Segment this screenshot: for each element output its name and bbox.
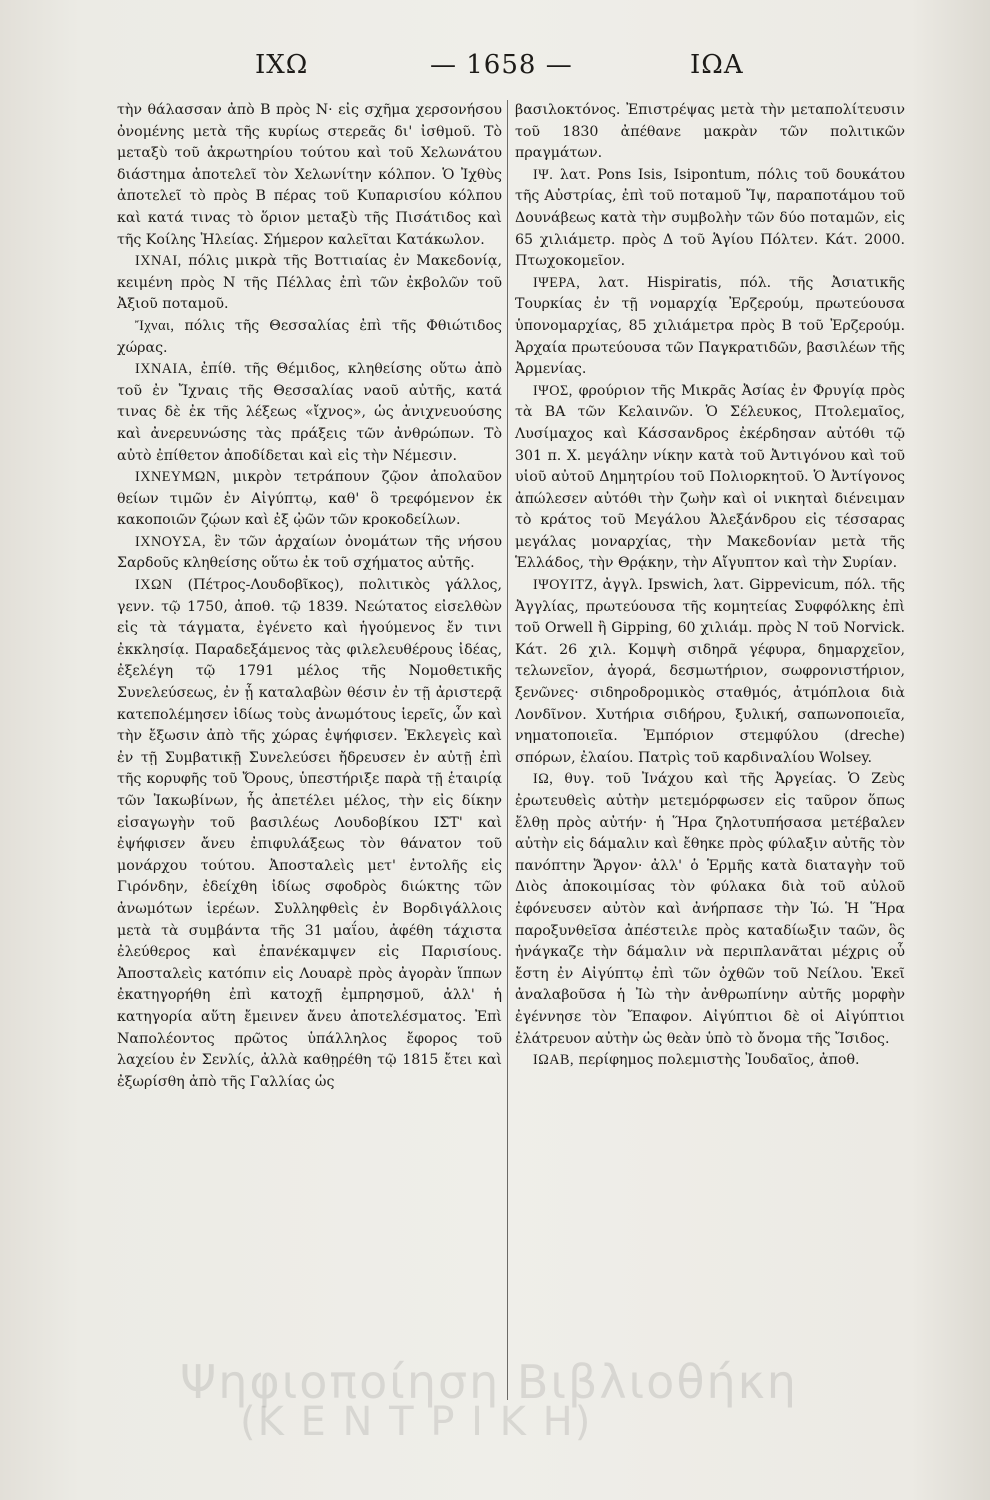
entry-headword: ΙΧΝΑΙ, xyxy=(135,253,182,270)
header-left-guide-word: ΙΧΩ xyxy=(255,50,309,80)
entry-headword: ΙΨΟΥΙΤΖ, xyxy=(533,577,598,594)
dictionary-entry xyxy=(515,1050,905,1072)
dictionary-entry xyxy=(515,769,905,1050)
right-column xyxy=(515,100,905,1072)
entry-headword: ΙΧΝΑΙΑ, xyxy=(135,361,193,378)
column-divider xyxy=(507,100,508,1400)
page-header xyxy=(115,50,895,90)
entry-text: ἐπίθ. τῆς Θέμιδος, κληθείσης οὕτω ἀπὸ τοῦ ἐν Ἴχναις τῆς Θεσσαλίας ναοῦ αὐτῆς, κατά τινας δὲ ἐκ τῆς λέξεως «ἴχνος», ὡς ἀνιχνευούσης καὶ ἀνερευνώσης τὰς πράξεις τῶν ἀνθρώπων. Τὸ αὐτὸ ἐπίθετον ἀποδίδεται καὶ εἰς τὴν Νέμεσιν. xyxy=(117,361,502,464)
entry-text: ἀγγλ. Ipswich, λατ. Gippevicum, πόλ. τῆς Ἀγγλίας, πρωτεύουσα τῆς κομητείας Συφφόλκης ἐπὶ τοῦ Orwell ἢ Gipping, 60 χιλιάμ. πρὸς Ν τοῦ Norvick. Κάτ. 26 χιλ. Κομψὴ σιδηρᾶ γέφυρα, δημαρχεῖον, τελωνεῖον, ἀγορά, δεσμωτήριον, σωφρονιστήριον, ξενῶνες· σιδηροδρομικὸς σταθμός, ἀτμόπλοια διὰ Λονδῖνον. Χυτήρια σιδήρου, ξυλική, σαπωνοποιεῖα, νηματοποιεῖα. Ἐμπόριον στεμφύλου (dreche) σπόρων, ἐλαίου. Πατρὶς τοῦ καρδιναλίου Wolsey. xyxy=(515,577,905,766)
entry-text: τὴν θάλασσαν ἀπὸ Β πρὸς Ν· εἰς σχῆμα χερσονήσου ὀνομένης μετὰ τῆς κυρίως στερεᾶς δι' ἰσθμοῦ. Τὸ μεταξὺ τοῦ ἀκρωτηρίου τούτου καὶ τοῦ Χελωνάτου διάστημα ἀποτελεῖ τὸν Χελωνίτην κόλπον. Ὁ Ἰχθὺς ἀποτελεῖ τὸ πρὸς Β πέρας τοῦ Κυπαρισίου κόλπου καὶ κατά τινας τὸ ὅριον μεταξὺ τῆς Πισάτιδος καὶ τῆς Κοίλης Ἠλείας. Σήμερον καλεῖται Κατάκωλον. xyxy=(117,102,502,248)
watermark-line-2: (Κ Ε Ν Τ Ρ Ι Κ Η) xyxy=(240,1399,593,1445)
dictionary-entry xyxy=(117,575,502,1093)
entry-text: λατ. Hispiratis, πόλ. τῆς Ἀσιατικῆς Τουρκίας ἐν τῇ νομαρχίᾳ Ἐρζερούμ, πρωτεύουσα ὑπονομαρχίας, 85 χιλιάμετρα πρὸς Β τοῦ Ἐρζερούμ. Ἀρχαία πρωτεύουσα τῶν Παγκρατιδῶν, βασιλέων τῆς Ἀρμενίας. xyxy=(515,274,905,378)
dictionary-entry xyxy=(515,165,905,273)
dictionary-entry xyxy=(117,359,502,467)
entry-headword: ΙΨ. xyxy=(533,166,554,183)
dictionary-entry xyxy=(515,100,905,165)
entry-text: (Πέτρος-Λουδοβῖκος), πολιτικὸς γάλλος, γενν. τῷ 1750, ἀποθ. τῷ 1839. Νεώτατος εἰσελθὼν εἰς τὰ τάγματα, ἐγένετο καὶ ἡγούμενος ἔν τινι ἐκκλησίᾳ. Παραδεξάμενος τὰς φιλελευθέρους ἰδέας, ἐξελέγη τῷ 1791 μέλος τῆς Νομοθετικῆς Συνελεύσεως, ἐν ᾗ καταλαβὼν θέσιν ἐν τῇ ἀριστερᾷ κατεπολέμησεν ἰδίως τοὺς ἀνωμότους ἱερεῖς, ὧν καὶ τὴν ἔξωσιν ἀπὸ τῆς χώρας ἐψήφισεν. Ἐκλεγεὶς καὶ ἐν τῇ Συμβατικῇ Συνελεύσει ἤδρευσεν ἐν αὐτῇ ἐπὶ τῆς κορυφῆς τοῦ Ὄρους, ὑπεστήριξε παρὰ τῇ ἑταιρίᾳ τῶν Ἰακωβίνων, ἧς ἀπετέλει μέλος, τὴν εἰς δίκην εἰσαγωγὴν τοῦ βασιλέως Λουδοβίκου ΙΣΤ' καὶ ἐψήφισεν ἄνευ ἐπιφυλάξεως τὸν θάνατον τοῦ μονάρχου τούτου. Ἀποσταλεὶς μετ' ἐντολῆς εἰς Γιρόνδην, ἐδείχθη ἰδίως σφοδρὸς διώκτης τῶν ἀνωμότων ἱερέων. Συλληφθεὶς ἐν Βορδιγάλλοις μετὰ τὰ συμβάντα τῆς 31 μαΐου, ἀφέθη τάχιστα ἐλεύθερος καὶ ἐπανέκαμψεν εἰς Παρισίους. Ἀποσταλεὶς κατόπιν εἰς Λουαρὲ πρὸς ἀγορὰν ἵππων ἐκατηγορήθη ἐπὶ κατοχῇ ἐμπρησμοῦ, ἀλλ' ἡ κατηγορία αὕτη ἔμεινεν ἄνευ ἀποτελέσματος. Ἐπὶ Ναπολέοντος πρῶτος ὑπάλληλος ἔφορος τοῦ λαχείου ἐν Σενλίς, ἀλλὰ καθῃρέθη τῷ 1815 ἔτει καὶ ἐξωρίσθη ἀπὸ τῆς Γαλλίας ὡς xyxy=(117,577,502,1090)
watermark-line-1: Ψηφιοποίηση Βιβλιοθήκη xyxy=(180,1355,798,1409)
entry-headword: ΙΨΕΡΑ, xyxy=(533,274,581,291)
entry-text: βασιλοκτόνος. Ἐπιστρέψας μετὰ τὴν μεταπολίτευσιν τοῦ 1830 ἀπέθανε μακρὰν τῶν πολιτικῶν πραγμάτων. xyxy=(515,102,905,162)
entry-headword: ΙΩ, xyxy=(533,771,554,788)
dictionary-entry xyxy=(117,532,502,575)
entry-headword: ΙΨΟΣ, xyxy=(533,382,573,399)
dictionary-entry xyxy=(515,273,905,381)
library-watermark xyxy=(180,1355,940,1445)
page-number: — 1658 — xyxy=(430,50,573,80)
entry-text: περίφημος πολεμιστὴς Ἰουδαῖος, ἀποθ. xyxy=(574,1052,860,1069)
dictionary-entry xyxy=(117,467,502,532)
entry-headword: ΙΩΑΒ, xyxy=(533,1052,575,1069)
dictionary-entry xyxy=(515,575,905,769)
dictionary-entry xyxy=(117,316,502,359)
entry-headword: ΙΧΩΝ xyxy=(135,577,173,594)
entry-headword: ΙΧΝΕΥΜΩΝ, xyxy=(135,469,221,486)
dictionary-entry xyxy=(515,381,905,575)
left-column xyxy=(117,100,502,1093)
entry-text: θυγ. τοῦ Ἰνάχου καὶ τῆς Ἀργείας. Ὁ Ζεὺς ἐρωτευθεὶς αὐτὴν μετεμόρφωσεν εἰς ταῦρον ὅπως ἔλθῃ πρὸς αὐτήν· ἡ Ἥρα ζηλοτυπήσασα μετέβαλεν αὐτὴν εἰς δάμαλιν καὶ ἔθηκε πρὸς φύλαξιν αὐτῆς τὸν πανόπτην Ἄργον· ἀλλ' ὁ Ἑρμῆς κατὰ διαταγὴν τοῦ Διὸς ἀποκοιμίσας τὸν φύλακα διὰ τοῦ αὐλοῦ ἐφόνευσεν αὐτὸν καὶ ἀνήρπασε τὴν Ἰώ. Ἡ Ἥρα παροξυνθεῖσα ἀπέστειλε πρὸς καταδίωξιν ταῶν, ὃς ἠνάγκαζε τὴν δάμαλιν νὰ περιπλανᾶται μέχρις οὗ ἔστη ἐν Αἰγύπτῳ ἐπὶ τῶν ὀχθῶν τοῦ Νείλου. Ἐκεῖ ἀναλαβοῦσα ἡ Ἰὼ τὴν ἀνθρωπίνην αὐτῆς μορφὴν ἐγέννησε τὸν Ἔπαφον. Αἰγύπτιοι δὲ οἱ Αἰγύπτιοι ἐλάτρευον αὐτὴν ὡς θεὰν ὑπὸ τὸ ὄνομα τῆς Ἴσιδος. xyxy=(515,771,905,1047)
dictionary-entry xyxy=(117,251,502,316)
entry-text: πόλις μικρὰ τῆς Βοττιαίας ἐν Μακεδονίᾳ, κειμένη πρὸς Ν τῆς Πέλλας ἐπὶ τῶν ἐκβολῶν τοῦ Ἀξιοῦ ποταμοῦ. xyxy=(117,253,502,313)
dictionary-entry xyxy=(117,100,502,251)
entry-text: ἓν τῶν ἀρχαίων ὀνομάτων τῆς νήσου Σαρδοῦς κληθείσης οὕτω ἐκ τοῦ σχήματος αὐτῆς. xyxy=(117,533,502,572)
entry-text: λατ. Pons Isis, Isipontum, πόλις τοῦ δουκάτου τῆς Αὐστρίας, ἐπὶ τοῦ ποταμοῦ Ἴψ, παραποτάμου τοῦ Δουνάβεως κατὰ τὴν συμβολὴν τῶν δύο ποταμῶν, εἰς 65 χιλιάμετρ. πρὸς Δ τοῦ Ἁγίου Πόλτεν. Κάτ. 2000. Πτωχοκομεῖον. xyxy=(515,166,905,270)
entry-text: μικρὸν τετράπουν ζῷον ἀπολαῦον θείων τιμῶν ἐν Αἰγύπτῳ, καθ' ὃ τρεφόμενον ἐκ κακοποιῶν ζῴων καὶ ἐξ ᾠῶν τῶν κροκοδείλων. xyxy=(117,469,502,529)
entry-text: φρούριον τῆς Μικρᾶς Ἀσίας ἐν Φρυγίᾳ πρὸς τὰ ΒΑ τῶν Κελαινῶν. Ὁ Σέλευκος, Πτολεμαῖος, Λυσίμαχος καὶ Κάσσανδρος ἐκέρδησαν αὐτόθι τῷ 301 π. Χ. μεγάλην νίκην κατὰ τοῦ Ἀντιγόνου καὶ τοῦ υἱοῦ αὐτοῦ Δημητρίου τοῦ Πολιορκητοῦ. Ὁ Ἀντίγονος ἀπώλεσεν αὐτόθι τὴν ζωὴν καὶ οἱ νικηταὶ διένειμαν τὸ κράτος τοῦ Μεγάλου Ἀλεξάνδρου εἰς τέσσαρας μεγάλας μοναρχίας, τὴν Μακεδονίαν μετὰ τῆς Ἑλλάδος, τὴν Θρᾴκην, τὴν Αἴγυπτον καὶ τὴν Συρίαν. xyxy=(515,382,905,572)
entry-headword: Ἴχναι, xyxy=(135,317,175,334)
entry-text: πόλις τῆς Θεσσαλίας ἐπὶ τῆς Φθιώτιδος χώρας. xyxy=(117,317,502,356)
header-right-guide-word: ΙΩΑ xyxy=(690,50,744,80)
entry-headword: ΙΧΝΟΥΣΑ, xyxy=(135,533,207,550)
